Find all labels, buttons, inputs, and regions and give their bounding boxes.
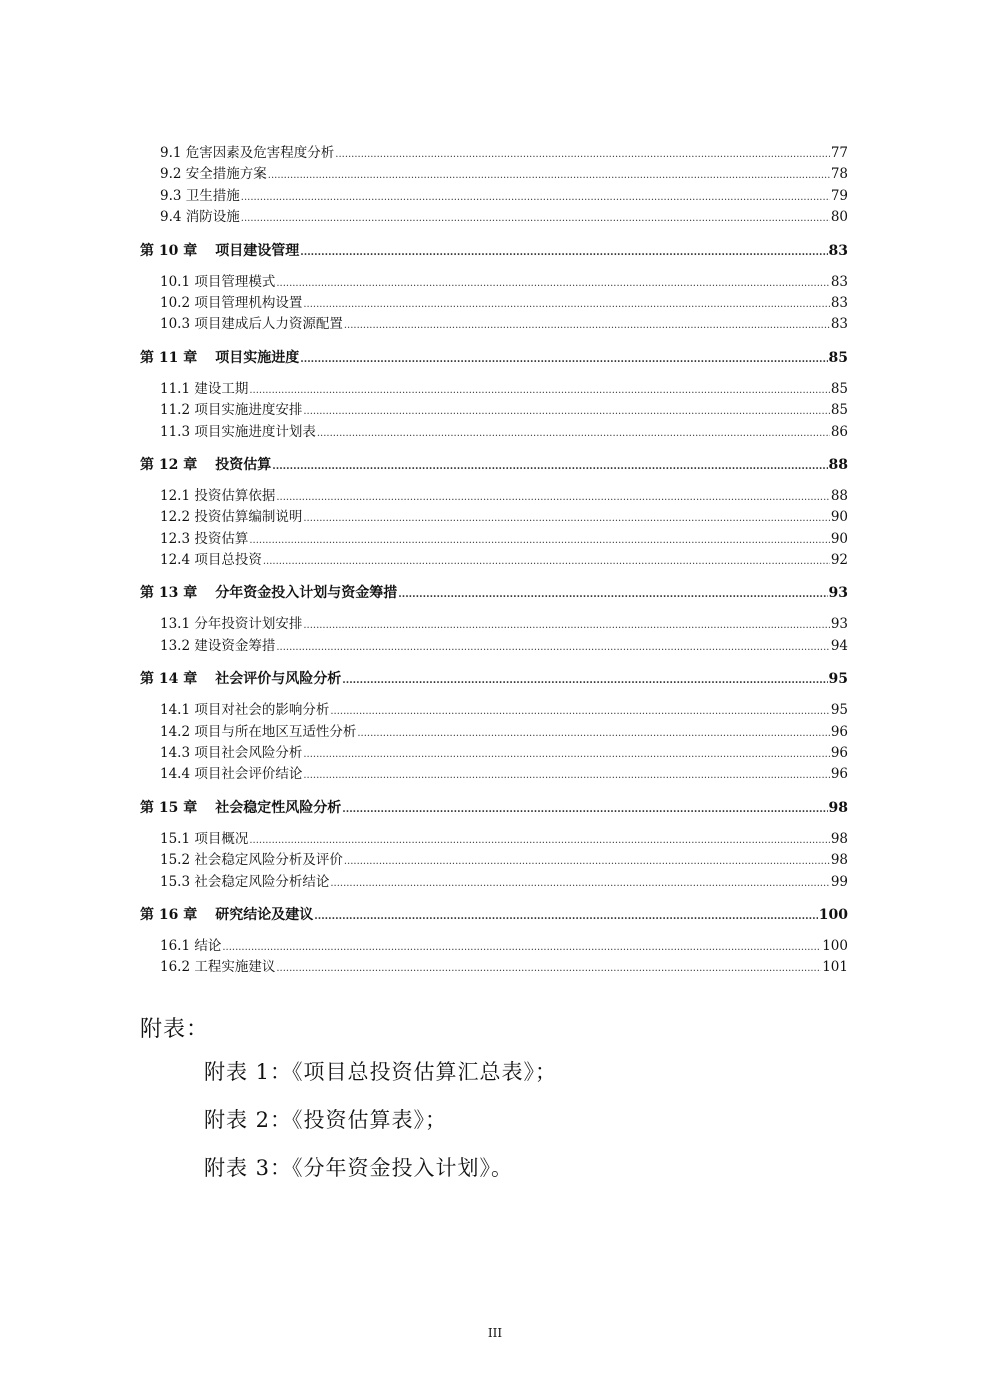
toc-entry-label: 15.2 社会稳定风险分析及评价	[160, 852, 343, 869]
toc-page-number: 88	[828, 456, 848, 473]
toc-leader-dots	[330, 873, 829, 894]
toc-chapter-label: 第 14 章 社会评价与风险分析	[140, 671, 342, 688]
toc-page-number: 83	[830, 316, 848, 333]
toc-chapter-16[interactable]	[140, 904, 848, 926]
toc-entry-label: 9.1 危害因素及危害程度分析	[160, 145, 335, 161]
toc-leader-dots	[317, 423, 830, 444]
toc-entry-label: 15.3 社会稳定风险分析结论	[160, 873, 330, 890]
toc-leader-dots	[241, 208, 830, 229]
appendix-title: 附表：	[140, 1017, 210, 1042]
toc-chapter-13[interactable]	[140, 582, 848, 604]
toc-page-number: 86	[830, 423, 848, 440]
toc-entry-10-3[interactable]	[140, 314, 848, 335]
toc-leader-dots	[303, 744, 829, 765]
toc-page-number: 100	[818, 906, 848, 923]
toc-page-number: 85	[830, 380, 848, 397]
toc-page-number: 98	[828, 799, 848, 816]
toc-entry-label: 14.3 项目社会风险分析	[160, 745, 303, 762]
toc-chapter-10[interactable]	[140, 240, 848, 262]
toc-entry-label: 11.1 建设工期	[160, 380, 249, 397]
toc-entry-label: 13.2 建设资金筹措	[160, 637, 276, 654]
toc-page-number: 93	[830, 616, 848, 633]
toc-entry-12-3[interactable]	[140, 529, 848, 550]
toc-entry-13-2[interactable]	[140, 636, 848, 657]
toc-entry-label: 12.3 投资估算	[160, 530, 249, 547]
toc-entry-label: 12.1 投资估算依据	[160, 487, 276, 504]
toc-entry-15-2[interactable]	[140, 850, 848, 871]
toc-leader-dots	[342, 799, 827, 821]
toc-leader-dots	[249, 830, 829, 851]
toc-leader-dots	[344, 315, 830, 336]
toc-entry-label: 14.2 项目与所在地区互适性分析	[160, 723, 357, 740]
toc-entry-14-2[interactable]	[140, 722, 848, 743]
toc-leader-dots	[303, 401, 829, 422]
toc-entry-11-1[interactable]	[140, 379, 848, 400]
appendix-item-3: 附表 3：《分年资金投入计划》。	[204, 1156, 514, 1180]
toc-entry-9-4[interactable]	[140, 207, 848, 228]
toc-page-number: 100	[822, 937, 848, 954]
toc-leader-dots	[300, 242, 827, 264]
toc-leader-dots	[276, 487, 829, 508]
toc-page-number: 90	[830, 530, 848, 547]
toc-entry-16-1[interactable]	[140, 936, 848, 957]
toc-chapter-label: 第 16 章 研究结论及建议	[140, 906, 314, 923]
toc-leader-dots	[330, 701, 829, 722]
toc-leader-dots	[357, 723, 829, 744]
toc-leader-dots	[276, 958, 821, 979]
toc-entry-16-2[interactable]	[140, 957, 848, 978]
toc-leader-dots	[303, 294, 829, 315]
toc-entry-label: 12.2 投资估算编制说明	[160, 509, 303, 526]
toc-entry-label: 10.1 项目管理模式	[160, 273, 276, 290]
toc-leader-dots	[241, 187, 830, 208]
toc-chapter-label: 第 11 章 项目实施进度	[140, 349, 300, 366]
toc-entry-label: 16.1 结论	[160, 937, 222, 954]
toc-leader-dots	[342, 670, 827, 692]
toc-chapter-label: 第 15 章 社会稳定性风险分析	[140, 799, 342, 816]
toc-page-number: 98	[830, 830, 848, 847]
toc-page-number: 93	[828, 585, 848, 602]
toc-chapter-15[interactable]	[140, 797, 848, 819]
appendix-item-1: 附表 1：《项目总投资估算汇总表》；	[204, 1060, 558, 1084]
toc-entry-label: 11.2 项目实施进度安排	[160, 402, 303, 419]
toc-entry-label: 13.1 分年投资计划安排	[160, 616, 303, 633]
toc-entry-9-1[interactable]	[140, 143, 848, 164]
toc-entry-label: 12.4 项目总投资	[160, 552, 262, 569]
toc-leader-dots	[300, 349, 827, 371]
toc-page-number: 92	[830, 552, 848, 569]
appendix-list	[140, 1012, 848, 1192]
toc-entry-14-3[interactable]	[140, 743, 848, 764]
toc-page-number: 99	[830, 873, 848, 890]
toc-entry-label: 16.2 工程实施建议	[160, 959, 276, 976]
toc-page-number: 90	[830, 509, 848, 526]
toc-entry-label: 15.1 项目概况	[160, 830, 249, 847]
toc-entry-10-1[interactable]	[140, 272, 848, 293]
toc-leader-dots	[314, 906, 818, 928]
toc-leader-dots	[249, 530, 829, 551]
toc-page-number: 96	[830, 723, 848, 740]
toc-page-number: 80	[830, 209, 848, 226]
toc-page-number: 95	[828, 671, 848, 688]
toc-page-number: 79	[830, 187, 848, 204]
toc-entry-12-1[interactable]	[140, 486, 848, 507]
toc-chapter-label: 第 10 章 项目建设管理	[140, 242, 300, 259]
toc-chapter-label: 第 12 章 投资估算	[140, 456, 272, 473]
toc-entry-9-2[interactable]	[140, 164, 848, 185]
toc-page-number: 78	[830, 166, 848, 183]
appendix-item-2: 附表 2：《投资估算表》；	[204, 1108, 448, 1132]
toc-leader-dots	[398, 584, 827, 606]
toc-leader-dots	[303, 765, 829, 786]
toc-chapter-12[interactable]	[140, 454, 848, 476]
toc-page-number: 85	[830, 402, 848, 419]
toc-leader-dots	[249, 380, 829, 401]
toc-page-number: 83	[828, 242, 848, 259]
toc-entry-label: 14.4 项目社会评价结论	[160, 766, 303, 783]
toc-entry-label: 9.3 卫生措施	[160, 187, 240, 204]
toc-entry-13-1[interactable]	[140, 614, 848, 635]
toc-page-number: 96	[830, 766, 848, 783]
toc-entry-label: 14.1 项目对社会的影响分析	[160, 702, 330, 719]
toc-page-number: 83	[830, 273, 848, 290]
toc-leader-dots	[303, 615, 829, 636]
toc-entry-11-2[interactable]	[140, 400, 848, 421]
toc-page-number: 94	[830, 637, 848, 654]
toc-page-number: 98	[830, 852, 848, 869]
toc-page-number: 77	[830, 145, 848, 161]
toc-leader-dots	[268, 165, 830, 186]
toc-entry-14-4[interactable]	[140, 764, 848, 785]
toc-chapter-11[interactable]	[140, 347, 848, 369]
toc-page-number: 96	[830, 745, 848, 762]
toc-leader-dots	[335, 144, 830, 165]
toc-entry-label: 10.3 项目建成后人力资源配置	[160, 316, 343, 333]
toc-entry-9-3[interactable]	[140, 186, 848, 207]
toc-chapter-label: 第 13 章 分年资金投入计划与资金筹措	[140, 585, 398, 602]
toc-entry-12-4[interactable]	[140, 550, 848, 571]
toc-entry-10-2[interactable]	[140, 293, 848, 314]
table-of-contents	[140, 143, 848, 979]
toc-leader-dots	[344, 851, 830, 872]
toc-leader-dots	[222, 937, 821, 958]
toc-entry-11-3[interactable]	[140, 422, 848, 443]
toc-entry-label: 10.2 项目管理机构设置	[160, 294, 303, 311]
toc-page-number: 83	[830, 294, 848, 311]
toc-page-number: 95	[830, 702, 848, 719]
toc-entry-15-3[interactable]	[140, 872, 848, 893]
toc-leader-dots	[272, 456, 827, 478]
toc-entry-label: 9.4 消防设施	[160, 209, 240, 226]
toc-entry-label: 11.3 项目实施进度计划表	[160, 423, 316, 440]
toc-leader-dots	[263, 551, 830, 572]
toc-chapter-14[interactable]	[140, 668, 848, 690]
toc-entry-15-1[interactable]	[140, 829, 848, 850]
toc-page-number: 85	[828, 349, 848, 366]
toc-entry-14-1[interactable]	[140, 700, 848, 721]
toc-leader-dots	[276, 637, 829, 658]
toc-entry-label: 9.2 安全措施方案	[160, 166, 267, 183]
toc-entry-12-2[interactable]	[140, 507, 848, 528]
page-number: III	[487, 1326, 503, 1340]
toc-leader-dots	[303, 508, 829, 529]
toc-leader-dots	[276, 273, 829, 294]
toc-page-number: 101	[822, 959, 848, 976]
toc-page-number: 88	[830, 487, 848, 504]
